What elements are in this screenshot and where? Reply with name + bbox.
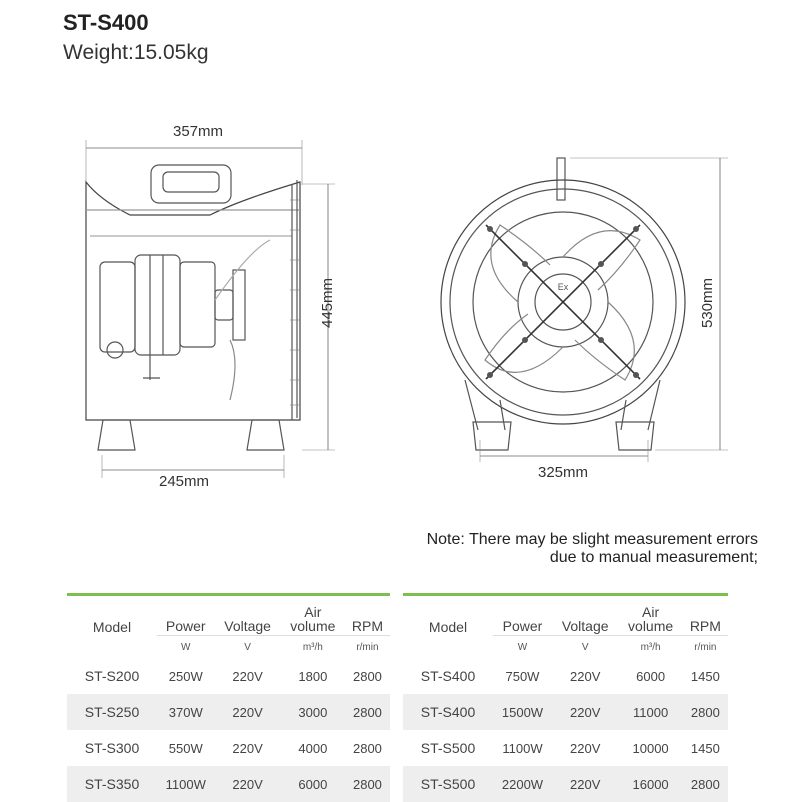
dim-height: 445mm [319,277,336,329]
dim-front-width: 325mm [537,464,589,481]
table-row [403,658,728,694]
cell-air: 16000 [618,766,682,802]
cell-rpm: 2800 [683,766,728,802]
cell-power: 2200W [493,766,552,802]
header-rpm: RPM [351,618,384,634]
cell-air: 6000 [636,668,666,684]
cell-air: 10000 [632,740,669,756]
cell-air: 3000 [281,694,345,730]
dim-base-width: 245mm [158,473,210,490]
cell-rpm: 2800 [352,740,382,756]
header-rpm: RPM [689,618,721,634]
header-power: Power [502,618,543,634]
header-voltage: Voltage [561,618,609,634]
ex-mark: Ex [557,282,569,292]
cell-model: ST-S250 [67,694,157,730]
cell-rpm: 2800 [345,766,390,802]
cell-power: 250W [168,668,203,684]
header-model: Model [92,619,132,635]
product-title: ST-S400 [63,10,149,35]
cell-power: 1100W [502,740,543,756]
table-row [403,766,728,802]
header-air-volume [618,596,682,636]
spec-table-left [67,593,390,802]
unit-air: m³/h [281,636,345,659]
cell-rpm: 2800 [345,694,390,730]
unit-rpm: r/min [345,636,390,659]
side-view-fan [86,140,335,478]
cell-model: ST-S400 [403,694,493,730]
unit-air: m³/h [618,636,682,659]
header-air-line2: volume [628,618,674,634]
cell-voltage: 220V [232,740,263,756]
header-model: Model [428,619,468,635]
cell-voltage: 220V [570,740,601,756]
header-air-line1: Air [304,604,322,620]
header-voltage: Voltage [224,618,271,634]
header-air-volume [281,596,345,636]
cell-rpm: 1450 [690,668,720,684]
cell-voltage: 220V [552,694,618,730]
cell-voltage: 220V [214,766,280,802]
table-row [67,658,390,694]
cell-power: 1500W [493,694,552,730]
cell-model: ST-S350 [67,766,157,802]
dim-front-height: 530mm [699,277,716,329]
table-row [67,730,390,766]
cell-voltage: 220V [552,766,618,802]
cell-rpm: 2800 [352,668,382,684]
cell-power: 750W [505,668,540,684]
cell-voltage: 220V [570,668,601,684]
table-row [403,694,728,730]
header-air-line1: Air [642,604,660,620]
spec-table-right [403,593,728,802]
table-row [403,730,728,766]
cell-voltage: 220V [232,668,263,684]
header-air-line2: volume [290,618,336,634]
cell-air: 4000 [298,740,328,756]
cell-rpm: 2800 [683,694,728,730]
unit-power: W [493,636,552,659]
note-line-1: Note: There may be slight measurement errors [426,531,758,548]
unit-rpm: r/min [683,636,728,659]
unit-power: W [157,636,214,659]
cell-power: 370W [157,694,214,730]
measurement-note [427,531,758,567]
cell-air: 11000 [618,694,682,730]
cell-power: 550W [168,740,203,756]
cell-air: 6000 [281,766,345,802]
cell-rpm: 1450 [690,740,720,756]
cell-voltage: 220V [214,694,280,730]
cell-model: ST-S500 [403,766,493,802]
note-line-2: due to manual measurement; [549,549,758,566]
cell-model: ST-S500 [420,740,476,756]
cell-model: ST-S200 [84,668,140,684]
cell-model: ST-S400 [420,668,476,684]
dim-top-width: 357mm [172,123,224,140]
cell-power: 1100W [157,766,214,802]
product-weight: Weight:15.05kg [63,41,209,64]
unit-voltage: V [214,636,280,659]
table-row [67,766,390,802]
unit-voltage: V [552,636,618,659]
cell-model: ST-S300 [84,740,140,756]
header-power: Power [165,618,206,634]
table-row [67,694,390,730]
front-view-fan [441,158,728,462]
cell-air: 1800 [298,668,328,684]
